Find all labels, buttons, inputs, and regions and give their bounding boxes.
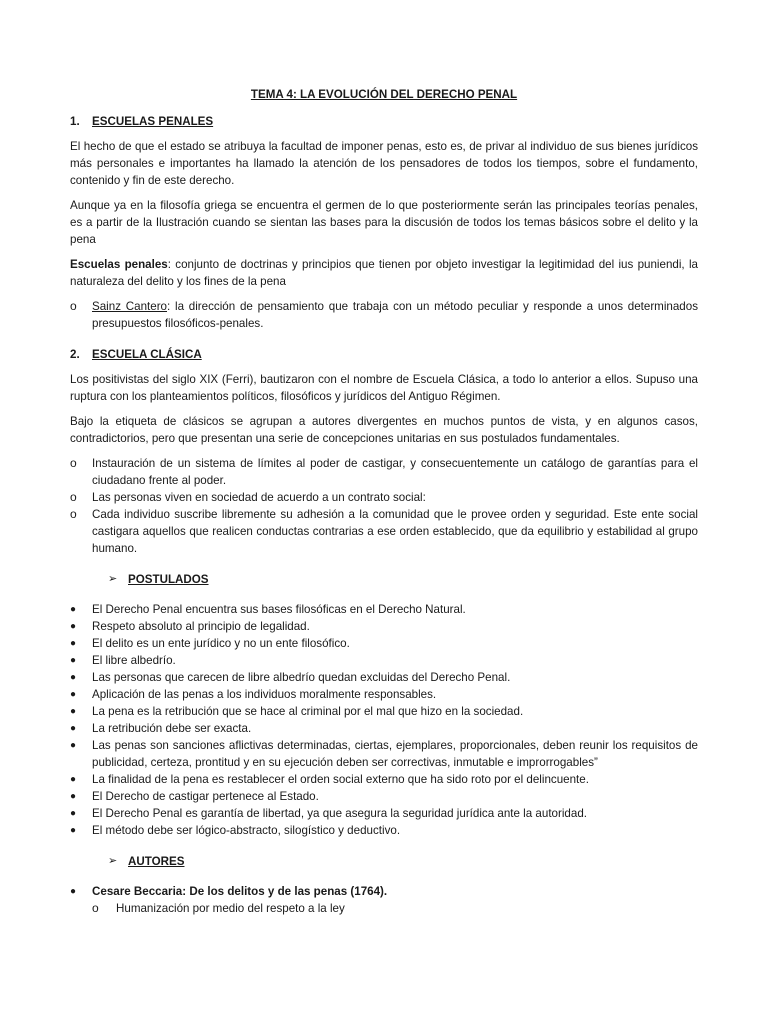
list-item xyxy=(70,703,698,720)
list-item-text: El Derecho de castigar pertenece al Estado. xyxy=(92,790,319,803)
list-item-text: : la dirección de pensamiento que trabaja con un método peculiar y responde a unos determinados presupuestos filosóficos-penales. xyxy=(92,300,699,330)
dot-bullet-icon: ● xyxy=(70,621,77,632)
list-item-text: Las penas son sanciones aflictivas determinadas, ciertas, ejemplares, proporcionales, deben reunir los requisitos de publicidad, certeza, prontitud y en su ejecución deben ser correctivas, inmutable e improrrogables” xyxy=(92,739,698,769)
dot-bullet-icon: ● xyxy=(70,604,77,615)
list-item-text: El método debe ser lógico-abstracto, silogístico y deductivo. xyxy=(92,824,401,837)
list-item xyxy=(70,883,698,900)
list-item-text: El Derecho Penal es garantía de libertad, ya que asegura la seguridad jurídica ante la autoridad. xyxy=(92,807,587,820)
subheading-postulados xyxy=(108,571,698,588)
autores-list xyxy=(70,883,698,900)
definition-paragraph xyxy=(70,256,698,290)
author-reference: Sainz Cantero xyxy=(92,300,168,313)
dot-bullet-icon: ● xyxy=(70,706,77,717)
definition-term: Escuelas penales xyxy=(70,258,168,271)
list-item-text: La finalidad de la pena es restablecer el orden social externo que ha sido roto por el delincuente. xyxy=(92,773,589,786)
list-item-text: Humanización por medio del respeto a la ley xyxy=(116,902,345,915)
list-item xyxy=(70,822,698,839)
circle-bullet-icon: o xyxy=(70,299,77,313)
list-item xyxy=(70,720,698,737)
dot-bullet-icon: ● xyxy=(70,655,77,666)
list-item-text: La pena es la retribución que se hace al criminal por el mal que hizo en la sociedad. xyxy=(92,705,524,718)
section-number: 2. xyxy=(70,348,80,361)
section-title: ESCUELAS PENALES xyxy=(92,115,214,128)
dot-bullet-icon: ● xyxy=(70,808,77,819)
list-item-text: Las personas que carecen de libre albedrío quedan excluidas del Derecho Penal. xyxy=(92,671,511,684)
section-number: 1. xyxy=(70,115,80,128)
author-sub-list xyxy=(70,900,698,917)
subheading-autores xyxy=(108,853,698,870)
list-item xyxy=(70,455,698,489)
list-item xyxy=(70,635,698,652)
arrow-bullet-icon: ➢ xyxy=(108,855,118,867)
dot-bullet-icon: ● xyxy=(70,825,77,836)
list-item xyxy=(70,771,698,788)
arrow-bullet-icon: ➢ xyxy=(108,573,118,585)
list-item-text: Respeto absoluto al principio de legalidad. xyxy=(92,620,310,633)
list-item-text: Las personas viven en sociedad de acuerdo a un contrato social: xyxy=(92,491,426,504)
paragraph: Aunque ya en la filosofía griega se encuentra el germen de lo que posteriormente serán las principales teorías penales, es a partir de la Ilustración cuando se sientan las bases para la discusión de todos los temas básicos sobre el delito y la pena xyxy=(70,199,698,246)
circle-bullet-icon: o xyxy=(70,456,77,470)
list-item xyxy=(70,788,698,805)
list-item-text: El libre albedrío. xyxy=(92,654,176,667)
paragraph: El hecho de que el estado se atribuya la facultad de imponer penas, esto es, de privar al individuo de sus bienes jurídicos más personales e importantes ha llamado la atención de los pensadores de todos los tiempos, sobre el fundamento, contenido y fin de este derecho. xyxy=(70,140,698,187)
paragraph: Bajo la etiqueta de clásicos se agrupan a autores divergentes en muchos puntos de vista, y en algunos casos, contradictorios, pero que presentan una serie de concepciones unitarias en sus postulados fundamentales. xyxy=(70,415,698,445)
document-page xyxy=(70,86,698,917)
circle-bullet-list xyxy=(70,455,698,557)
postulados-list xyxy=(70,601,698,839)
circle-bullet-icon: o xyxy=(70,490,77,504)
list-item-text: El Derecho Penal encuentra sus bases filosóficas en el Derecho Natural. xyxy=(92,603,466,616)
list-item xyxy=(70,737,698,771)
list-item xyxy=(70,805,698,822)
list-item xyxy=(70,686,698,703)
list-item xyxy=(70,601,698,618)
list-item xyxy=(70,652,698,669)
list-item-text: Cada individuo suscribe libremente su adhesión a la comunidad que le provee orden y seguridad. Este ente social castigara aquellos que realicen conductas contrarias a ese orden establecido, que da equilibrio y estabilidad al grupo humano. xyxy=(92,508,698,555)
list-item xyxy=(70,298,698,332)
list-item-text: La retribución debe ser exacta. xyxy=(92,722,252,735)
dot-bullet-icon: ● xyxy=(70,638,77,649)
subheading-title: POSTULADOS xyxy=(128,573,209,586)
list-item-text: Instauración de un sistema de límites al poder de castigar, y consecuentemente un catálogo de garantías para el ciudadano frente al poder. xyxy=(92,457,698,487)
dot-bullet-icon: ● xyxy=(70,689,77,700)
list-item xyxy=(70,489,698,506)
section-heading-escuela-clasica xyxy=(70,346,698,363)
circle-bullet-list xyxy=(70,298,698,332)
list-item xyxy=(92,900,698,917)
subheading-title: AUTORES xyxy=(128,855,185,868)
paragraph: Los positivistas del siglo XIX (Ferri), bautizaron con el nombre de Escuela Clásica, a todo lo anterior a ellos. Supuso una ruptura con los planteamientos políticos, filosóficos y jurídicos del Antiguo Régimen. xyxy=(70,373,698,403)
dot-bullet-icon: ● xyxy=(70,886,77,897)
list-item xyxy=(70,618,698,635)
dot-bullet-icon: ● xyxy=(70,774,77,785)
document-title: TEMA 4: LA EVOLUCIÓN DEL DERECHO PENAL xyxy=(250,88,518,101)
definition-text: : conjunto de doctrinas y principios que tienen por objeto investigar la legitimidad del ius puniendi, la naturaleza del delito y los fines de la pena xyxy=(70,258,698,288)
list-item-text: El delito es un ente jurídico y no un ente filosófico. xyxy=(92,637,350,650)
dot-bullet-icon: ● xyxy=(70,791,77,802)
list-item xyxy=(70,669,698,686)
dot-bullet-icon: ● xyxy=(70,740,77,751)
circle-bullet-icon: o xyxy=(92,901,99,915)
list-item xyxy=(70,506,698,557)
dot-bullet-icon: ● xyxy=(70,723,77,734)
section-heading-escuelas-penales xyxy=(70,113,698,130)
circle-bullet-icon: o xyxy=(70,507,77,521)
author-name: Cesare Beccaria: De los delitos y de las penas (1764). xyxy=(92,885,388,898)
dot-bullet-icon: ● xyxy=(70,672,77,683)
section-title: ESCUELA CLÁSICA xyxy=(92,348,202,361)
list-item-text: Aplicación de las penas a los individuos moralmente responsables. xyxy=(92,688,437,701)
